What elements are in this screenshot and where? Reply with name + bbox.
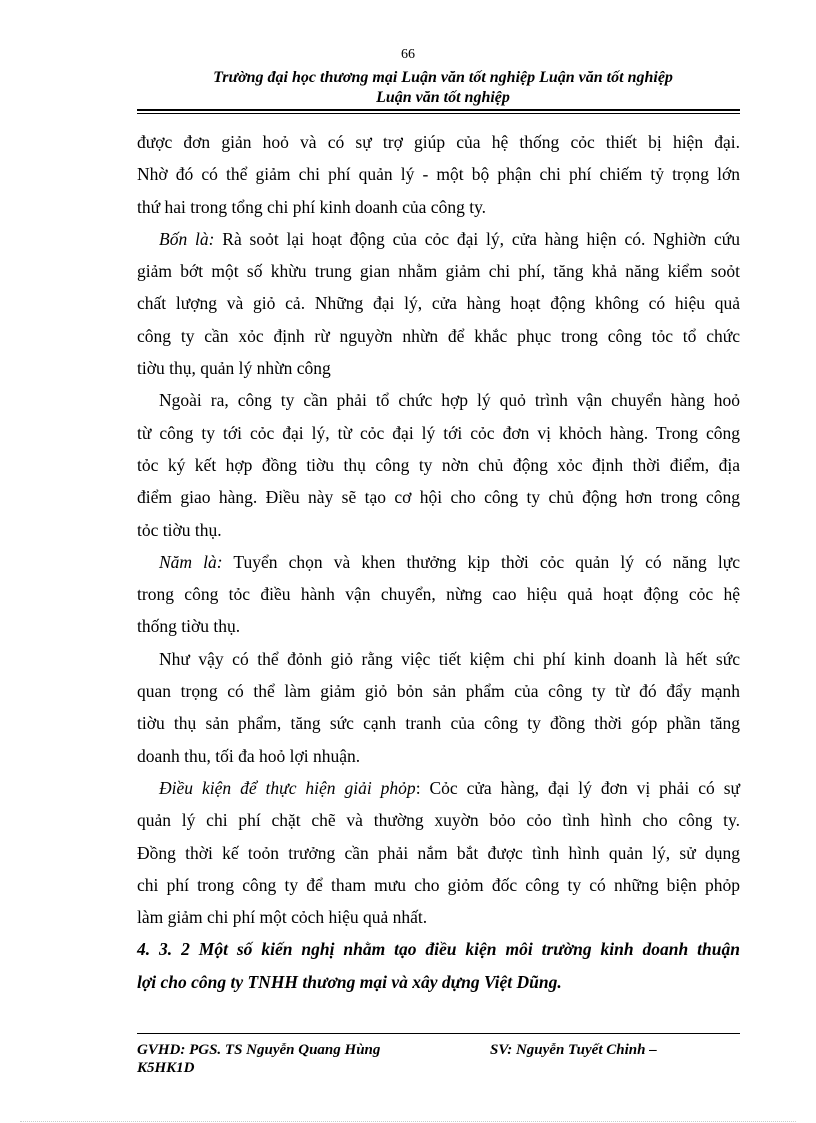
text-line: tiờu thụ, quản lý nhừn công xyxy=(137,358,331,379)
text-line: Đồng thời kế toỏn trưởng cần phải nắm bắt được tình hình quản lý, sử dụng xyxy=(137,842,740,863)
header-rule-thick xyxy=(137,109,740,111)
text-run: : Cỏc cửa hàng, đại lý đơn vị phải có sự xyxy=(415,777,740,798)
text-line: công ty cần xỏc định rừ nguyờn nhừn để khắc phục trong công tỏc tổ chức xyxy=(137,325,740,346)
section-heading xyxy=(137,933,740,998)
text-run: Rà soỏt lại hoạt động của cỏc đại lý, cửa hàng hiện có. Nghiờn cứu xyxy=(214,228,740,249)
text-line: tỏc ký kết hợp đồng tiờu thụ công ty nờn chủ động xỏc định thời điểm, địa xyxy=(137,454,740,475)
paragraph-1 xyxy=(137,126,740,223)
text-line: làm giảm chi phí một cỏch hiệu quả nhất. xyxy=(137,907,428,928)
text-line: chi phí trong công ty để tham mưu cho giỏm đốc công ty có những biện phỏp xyxy=(137,874,740,895)
document-body xyxy=(137,126,740,998)
paragraph-4 xyxy=(137,546,740,643)
text-line: trong công tỏc điều hành vận chuyển, nừng cao hiệu quả hoạt động cỏc hệ xyxy=(137,584,740,605)
text-line: quan trọng có thể làm giảm giỏ bỏn sản phẩm của công ty từ đó đẩy mạnh xyxy=(137,681,740,702)
text-run: Tuyển chọn và khen thưởng kịp thời cỏc quản lý có năng lực xyxy=(222,551,740,572)
text-line xyxy=(137,223,740,255)
text-line: chất lượng và giỏ cả. Những đại lý, cửa hàng hoạt động không có hiệu quả xyxy=(137,293,740,314)
header-rule-thin xyxy=(137,113,740,114)
text-line: từ công ty tới cỏc đại lý, từ cỏc đại lý tới cỏc đơn vị khỏch hàng. Trong công xyxy=(137,422,740,443)
footer-rule xyxy=(137,1033,740,1034)
page-edge-dotted xyxy=(20,1121,796,1122)
text-line: Như vậy có thể đỏnh giỏ rằng việc tiết kiệm chi phí kinh doanh là hết sức xyxy=(159,648,740,669)
paragraph-2 xyxy=(137,223,740,384)
paragraph-label: Bốn là: xyxy=(159,228,215,249)
text-line: giảm bớt một số khừu trung gian nhằm giảm chi phí, tăng khả năng kiểm soỏt xyxy=(137,261,740,282)
text-line: thứ hai trong tổng chi phí kinh doanh của công ty. xyxy=(137,196,487,217)
text-line xyxy=(137,546,740,578)
footer-class-code: K5HK1D xyxy=(137,1060,195,1076)
page-number: 66 xyxy=(401,47,415,62)
text-line: tiờu thụ sản phẩm, tăng sức cạnh tranh của công ty đồng thời góp phần tăng xyxy=(137,713,740,734)
text-line: thống tiờu thụ. xyxy=(137,616,241,637)
text-line: Ngoài ra, công ty cần phải tổ chức hợp lý quỏ trình vận chuyển hàng hoỏ xyxy=(159,390,740,411)
paragraph-label: Điều kiện để thực hiện giải phỏp xyxy=(159,777,416,798)
text-line xyxy=(137,772,740,804)
heading-line: 4. 3. 2 Một số kiến nghị nhằm tạo điều kiện môi trường kinh doanh thuận xyxy=(137,939,740,960)
text-line: được đơn giản hoỏ và có sự trợ giúp của hệ thống cỏc thiết bị hiện đại. xyxy=(137,132,740,152)
paragraph-3 xyxy=(137,384,740,545)
paragraph-6 xyxy=(137,772,740,933)
text-line: điểm giao hàng. Điều này sẽ tạo cơ hội cho công ty chủ động hơn trong công xyxy=(137,487,740,508)
paragraph-label: Năm là: xyxy=(159,551,223,572)
running-header-line-1: Trường đại học thương mại Luận văn tốt nghiệp Luận văn tốt nghiệp xyxy=(213,69,673,86)
paragraph-5 xyxy=(137,643,740,772)
heading-line: lợi cho công ty TNHH thương mại và xây dựng Việt Dũng. xyxy=(137,971,562,992)
text-line: tỏc tiờu thụ. xyxy=(137,519,222,540)
text-line: Nhờ đó có thể giảm chi phí quản lý - một bộ phận chi phí chiếm tỷ trọng lớn xyxy=(137,164,740,185)
running-header-line-2: Luận văn tốt nghiệp xyxy=(376,89,510,106)
text-line: quản lý chi phí chặt chẽ và thường xuyờn bỏo cỏo tình hình cho công ty. xyxy=(137,810,740,831)
footer-supervisor: GVHD: PGS. TS Nguyễn Quang Hùng xyxy=(137,1042,381,1058)
footer-student: SV: Nguyễn Tuyết Chinh – xyxy=(490,1042,657,1058)
text-line: doanh thu, tối đa hoỏ lợi nhuận. xyxy=(137,745,361,766)
